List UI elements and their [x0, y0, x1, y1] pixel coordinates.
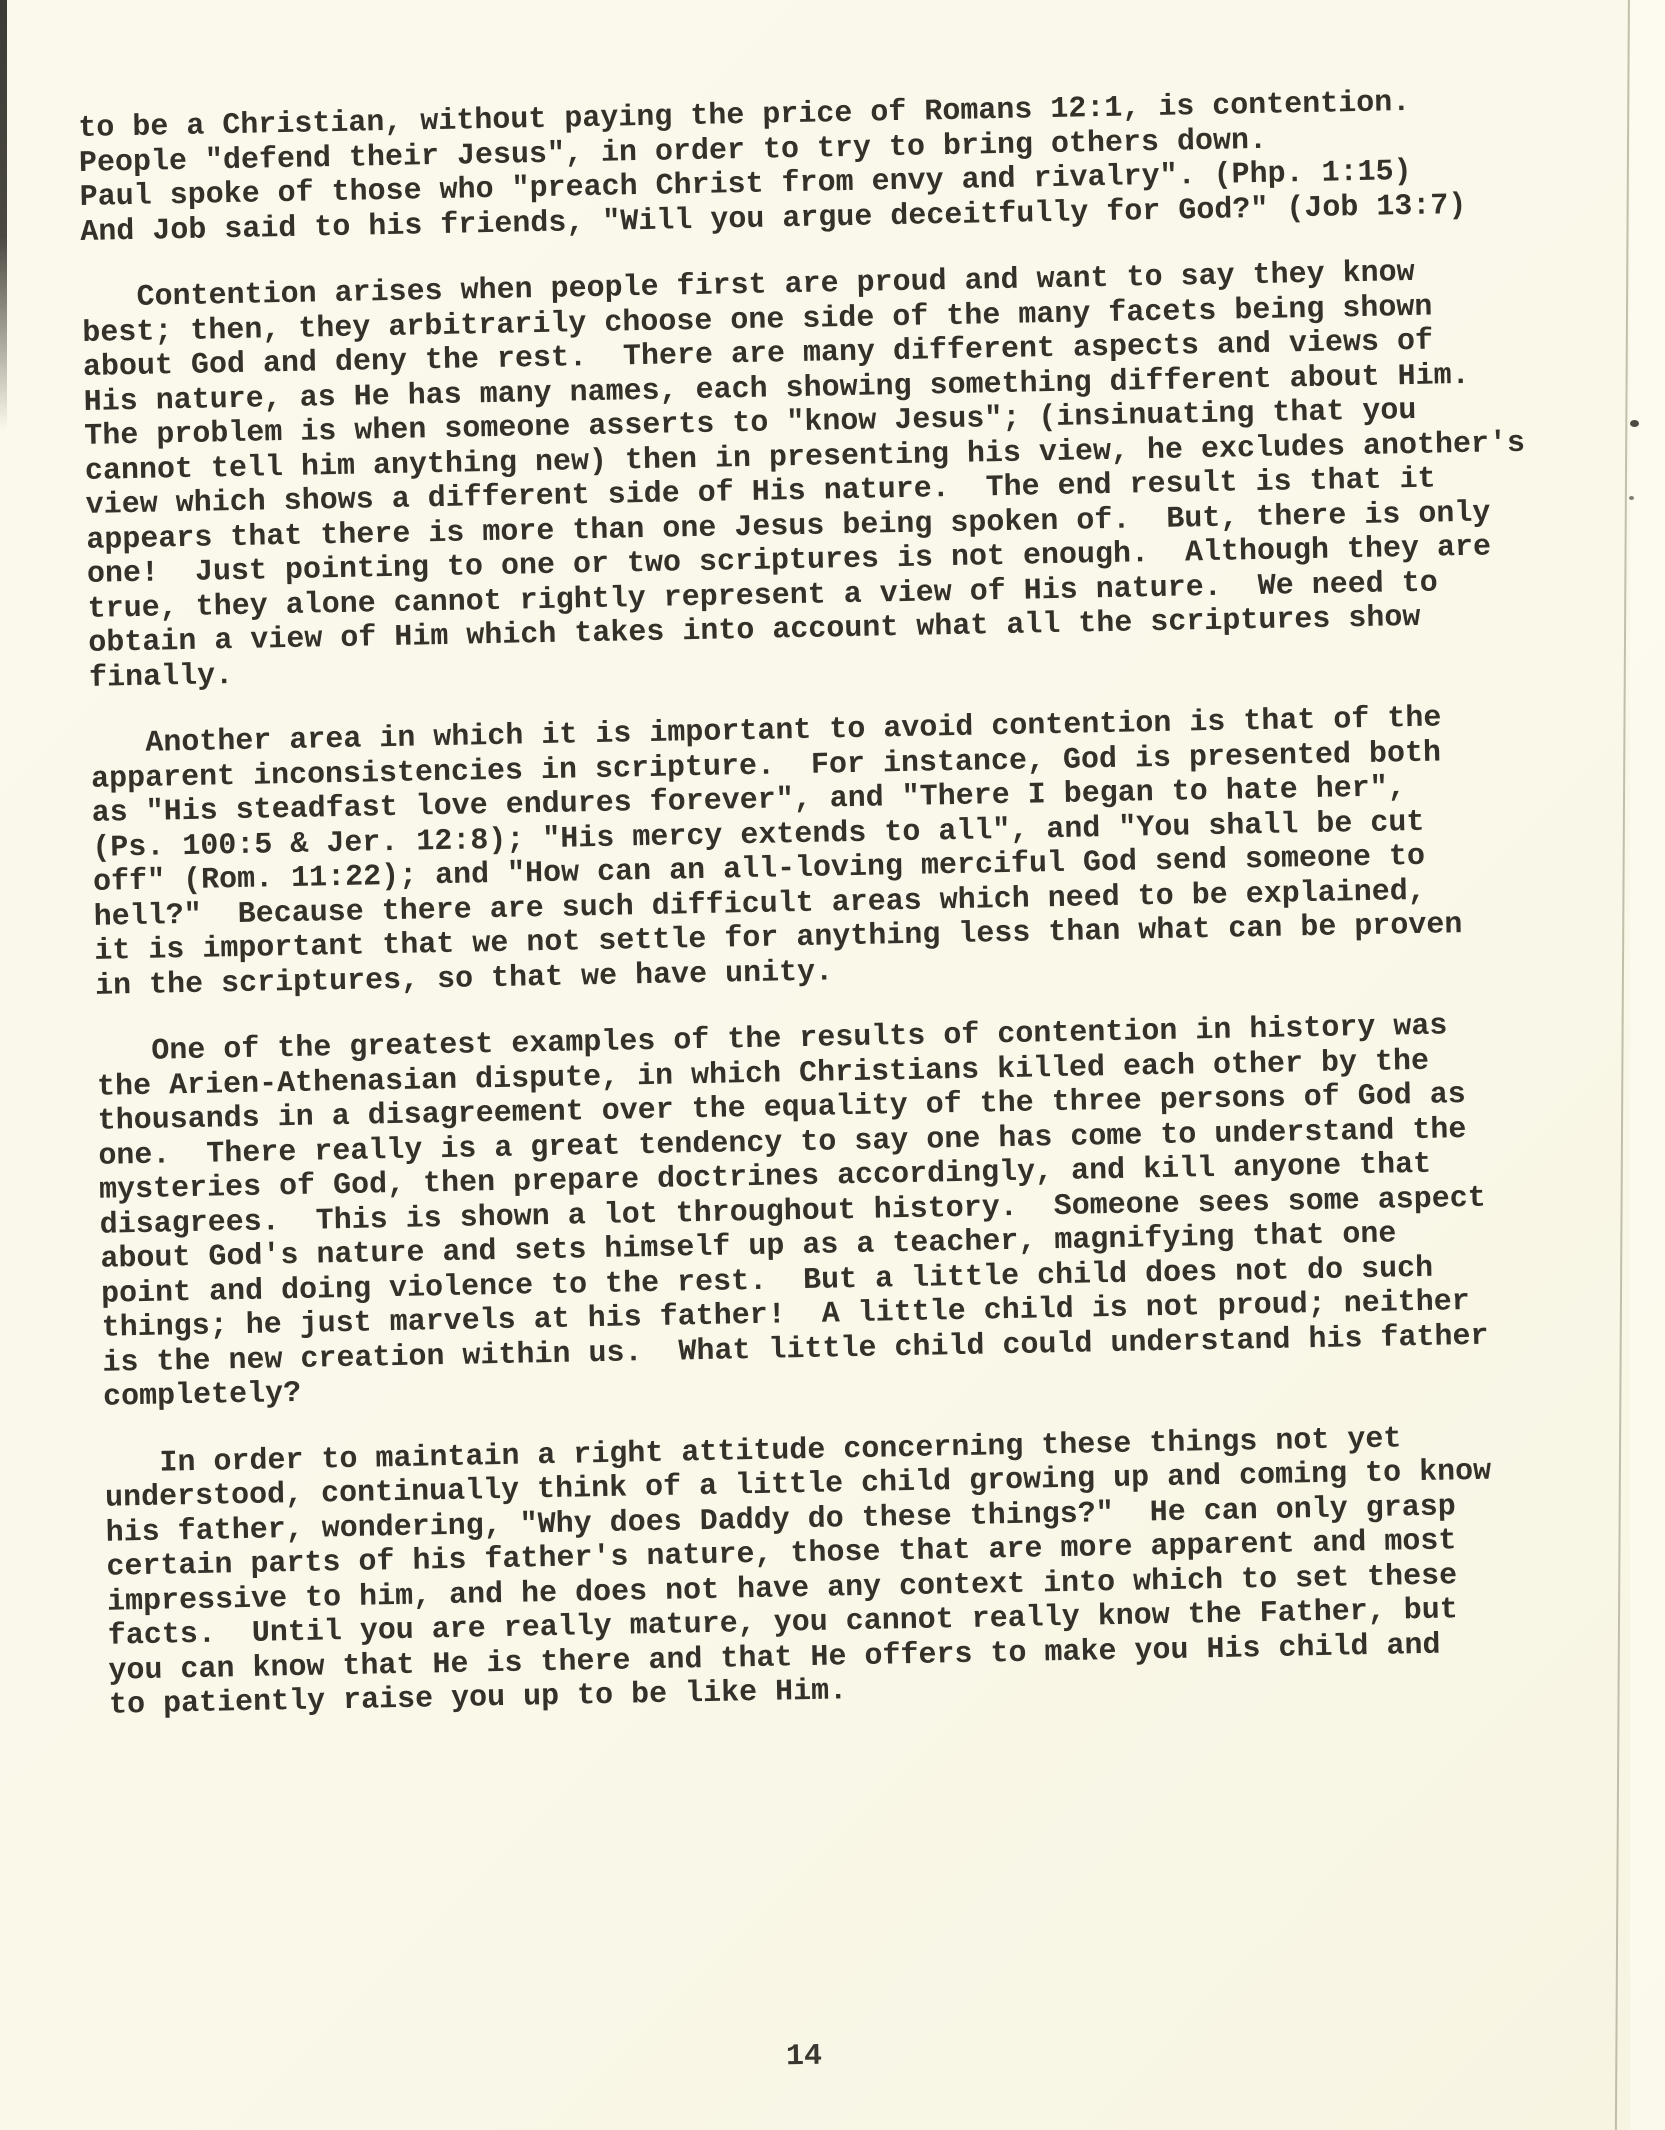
- paragraph-another-area: Another area in which it is important to avoid contention is that of the apparent inconsistencies in scripture. For instance, God is presented both as "His steadfast love endures forever", and "There I began to hate her", (Ps. 100:5 & Jer. 12:8); "His mercy extends to all", and "You shall be cut off" (Rom. 11:22); and "How can an all-loving merciful God send someone to hell?" Because there are such difficult areas which need to be explained, it is important that we not settle for anything less than what can be proven in the scriptures, so that we have unity.: [90, 701, 1463, 1004]
- paragraph-greatest-examples: One of the greatest examples of the results of contention in history was the Arien-Athenasian dispute, in which Christians killed each other by the thousands in a disagreement over the equality of the three persons of God as one. There really is a great tendency to say one has come to understand the mysteries of God, then prepare doctrines accordingly, and kill anyone that disagrees. This is shown a lot throughout history. Someone sees some aspect about God's nature and sets himself up as a teacher, magnifying that one point and doing violence to the rest. But a little child does not do such things; he just marvels at his father! A little child is not proud; neither is the new creation within us. What little child could understand his father completely?: [96, 1009, 1489, 1415]
- paragraph-right-attitude: In order to maintain a right attitude concerning these things not yet understood, continually think of a little child growing up and coming to know his father, wondering, "Why does Daddy do these things?" He can only grasp certain parts of his father's nature, those that are more apparent and most impressive to him, and he does not have any context into which to set these facts. Until you are really mature, you cannot really know the Father, but you can know that He is there and that He offers to make you His child and to patiently raise you up to be like Him.: [104, 1421, 1492, 1723]
- paragraph-contention-arises: Contention arises when people first are proud and want to say they know best; then, they arbitrarily choose one side of the many facets being shown about God and deny the rest. There are many different aspects and views of His nature, as He has many names, each showing something different about Him. The problem is when someone asserts to "know Jesus"; (insinuating that you cannot tell him anything new) then in presenting his view, he excludes another's view which shows a different side of His nature. The end result is that it appears that there is more than one Jesus being spoken of. But, there is only one! Just pointing to one or two scriptures is not enough. Although they are true, they alone cannot rightly represent a view of His nature. We need to obtain a view of Him which takes into account what all the scriptures show finally.: [81, 255, 1526, 696]
- scan-edge-artifact: [0, 0, 7, 430]
- ink-speck: [1630, 420, 1639, 427]
- typed-text-block: [78, 82, 1654, 1723]
- paragraph-continuation: to be a Christian, without paying the price of Romans 12:1, is contention. People "defend their Jesus", in order to try to bring others down. Paul spoke of those who "preach Christ from envy and rivalry". (Php. 1:15) And Job said to his friends, "Will you argue deceitfully for God?" (Job 13:7): [78, 85, 1467, 250]
- page-number: 14: [785, 2039, 823, 2075]
